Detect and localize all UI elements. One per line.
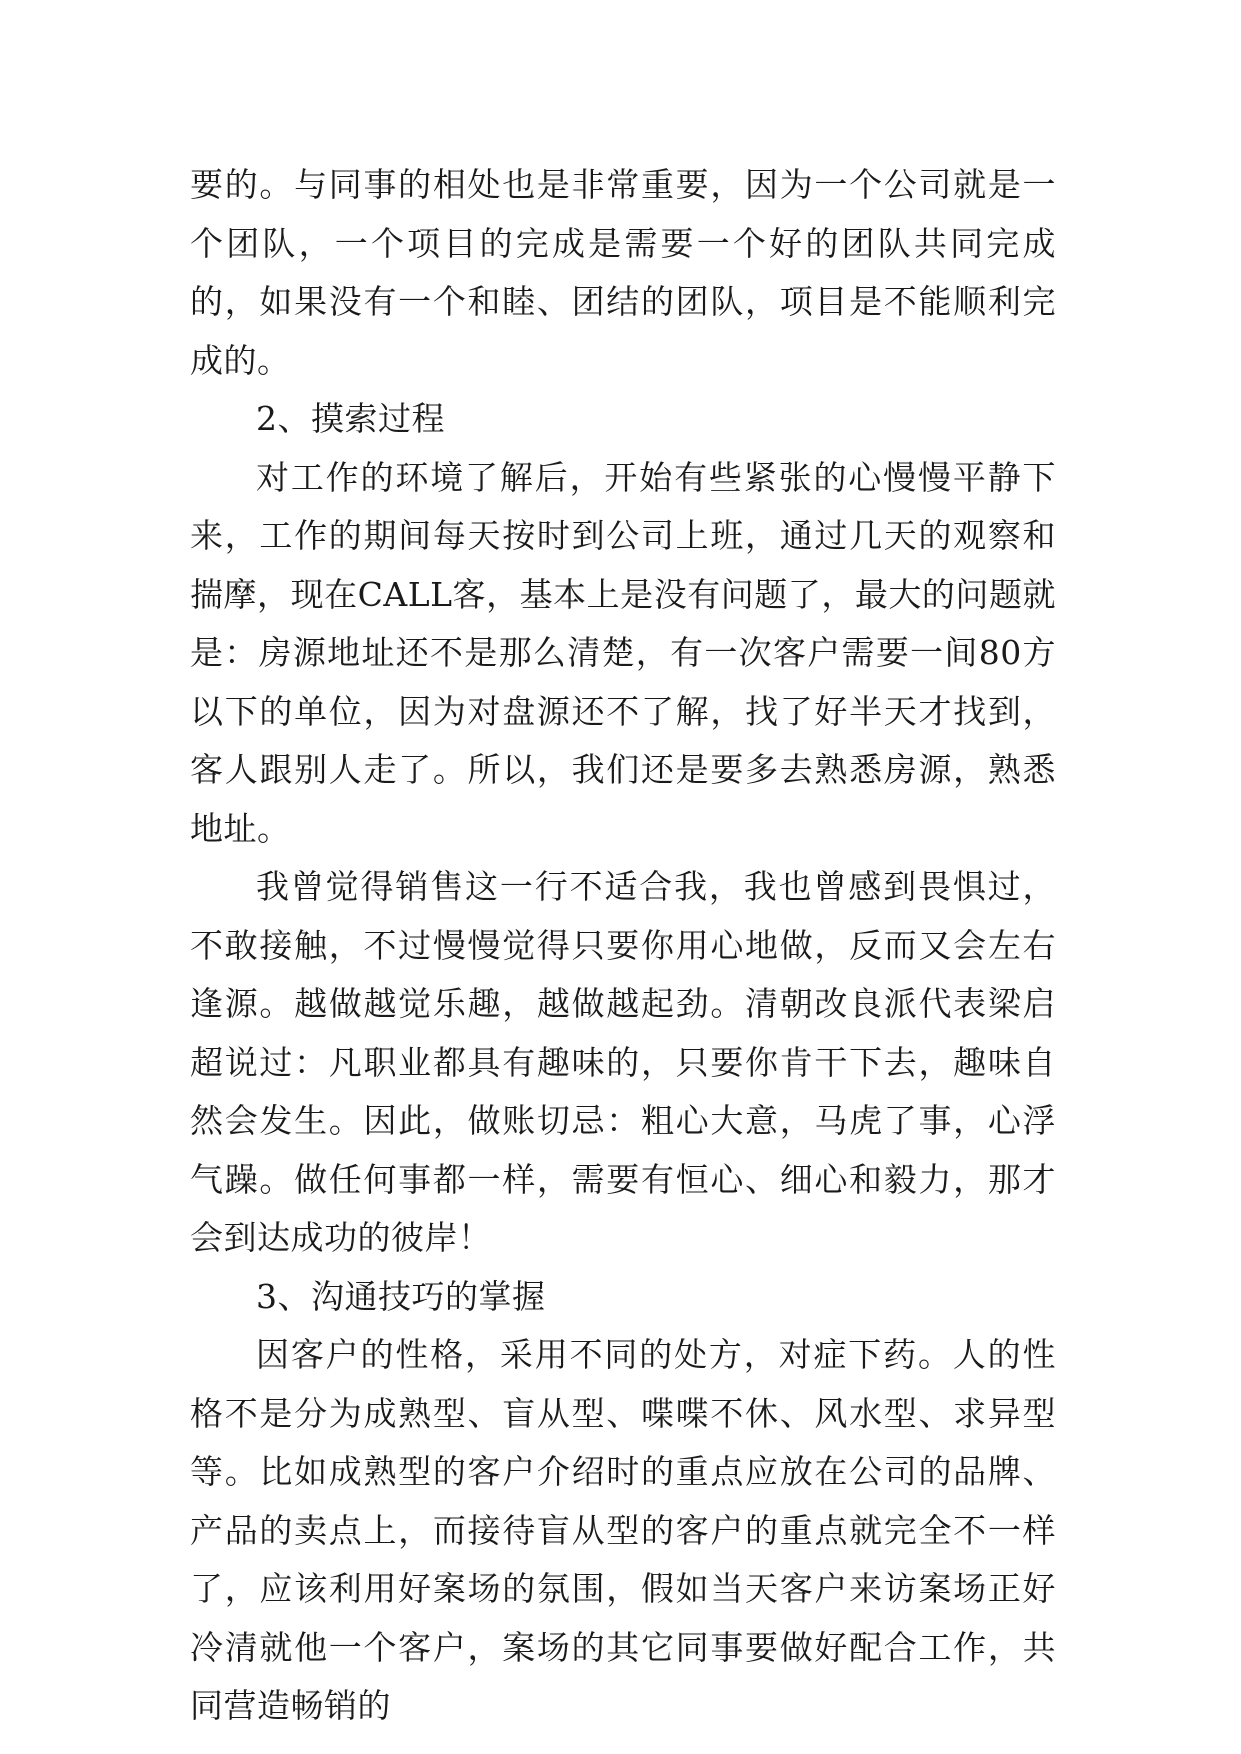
paragraph-sales-reflection: 我曾觉得销售这一行不适合我，我也曾感到畏惧过，不敢接触，不过慢慢觉得只要你用心地做，反而又会左右逢源。越做越觉乐趣，越做越起劲。清朝改良派代表梁启超说过：凡职业都具有趣味的，只要你肯干下去，趣味自然会发生。因此，做账切忌：粗心大意，马虎了事，心浮气躁。做任何事都一样，需要有恒心、细心和毅力，那才会到达成功的彼岸！: [190, 867, 1056, 1257]
section-heading-explore: 2、摸索过程: [256, 399, 445, 438]
body-text: [190, 156, 1056, 1736]
paragraph-continuation: 要的。与同事的相处也是非常重要，因为一个公司就是一个团队，一个项目的完成是需要一个好的团队共同完成的，如果没有一个和睦、团结的团队，项目是不能顺利完成的。: [190, 165, 1056, 380]
paragraph-explore: 对工作的环境了解后，开始有些紧张的心慢慢平静下来，工作的期间每天按时到公司上班，通过几天的观察和揣摩，现在CALL客，基本上是没有问题了，最大的问题就是：房源地址还不是那么清楚，有一次客户需要一间80方以下的单位，因为对盘源还不了解，找了好半天才找到，客人跟别人走了。所以，我们还是要多去熟悉房源，熟悉地址。: [190, 457, 1056, 848]
paragraph-communication: 因客户的性格，采用不同的处方，对症下药。人的性格不是分为成熟型、盲从型、喋喋不休、风水型、求异型等。比如成熟型的客户介绍时的重点应放在公司的品牌、产品的卖点上，而接待盲从型的客户的重点就完全不一样了，应该利用好案场的氛围，假如当天客户来访案场正好冷清就他一个客户，案场的其它同事要做好配合工作，共同营造畅销的: [190, 1335, 1056, 1725]
section-heading-communication: 3、沟通技巧的掌握: [256, 1276, 546, 1316]
